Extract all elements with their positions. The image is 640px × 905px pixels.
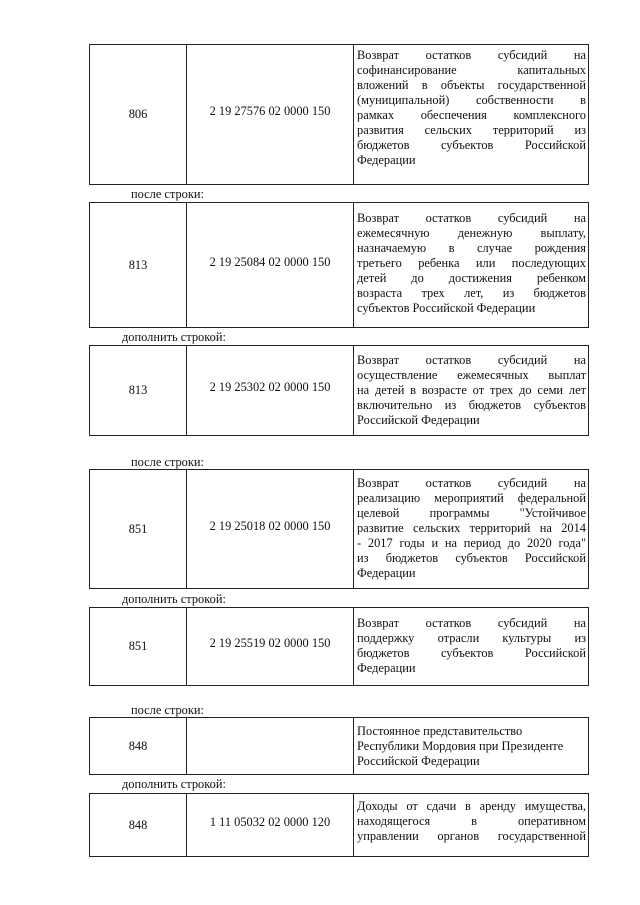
table-row [89,717,589,775]
description-cell: Возврат остатков субсидий на ежемесячную денежную выплату, назначаемую в случае рождения третьего ребенка или последующих детей до достижения ребенком возраста трех лет, из бюджетов субъектов Российской Федерации [357,211,586,315]
table-row [89,469,589,589]
description-cell: Возврат остатков субсидий на реализацию мероприятий федеральной целевой программы "Устойчивое развитие сельских территорий на 2014 - 2017 годы и на период до 2020 года" из бюджетов субъектов Российской Федерации [357,476,586,580]
kbk-cell: 2 19 25018 02 0000 150 [187,470,354,588]
code-cell: 848 [90,718,187,774]
code-cell: 813 [90,203,187,327]
description-cell: Постоянное представительство Республики Мордовия при Президенте Российской Федерации [357,724,564,768]
table-row [89,793,589,857]
description-cell: Доходы от сдачи в аренду имущества, находящегося в оперативном управлении органов государственной [357,799,586,843]
kbk-cell: 1 11 05032 02 0000 120 [187,794,354,856]
code-cell: 851 [90,470,187,588]
kbk-cell: 2 19 27576 02 0000 150 [187,45,354,184]
code-cell: 806 [90,45,187,184]
code-cell: 848 [90,794,187,856]
table-row [89,345,589,436]
kbk-cell [187,718,354,774]
note-add-row: дополнить строкой: [122,777,226,791]
note-after-row: после строки: [131,455,204,469]
kbk-cell: 2 19 25084 02 0000 150 [187,203,354,327]
note-after-row: после строки: [131,703,204,717]
table-row [89,607,589,686]
kbk-cell: 2 19 25519 02 0000 150 [187,608,354,685]
table-row [89,202,589,328]
description-cell: Возврат остатков субсидий на осуществление ежемесячных выплат на детей в возрасте от трех до семи лет включительно из бюджетов субъектов Российской Федерации [357,353,586,427]
kbk-cell: 2 19 25302 02 0000 150 [187,346,354,435]
description-cell: Возврат остатков субсидий на софинансирование капитальных вложений в объекты государственной (муниципальной) собственности в рамках обеспечения комплексного развития сельских территорий из бюджетов субъектов Российской Федерации [357,48,586,167]
note-add-row: дополнить строкой: [122,330,226,344]
code-cell: 851 [90,608,187,685]
note-add-row: дополнить строкой: [122,592,226,606]
note-after-row: после строки: [131,187,204,201]
table-row [89,44,589,185]
code-cell: 813 [90,346,187,435]
description-cell: Возврат остатков субсидий на поддержку отрасли культуры из бюджетов субъектов Российской Федерации [357,616,586,675]
